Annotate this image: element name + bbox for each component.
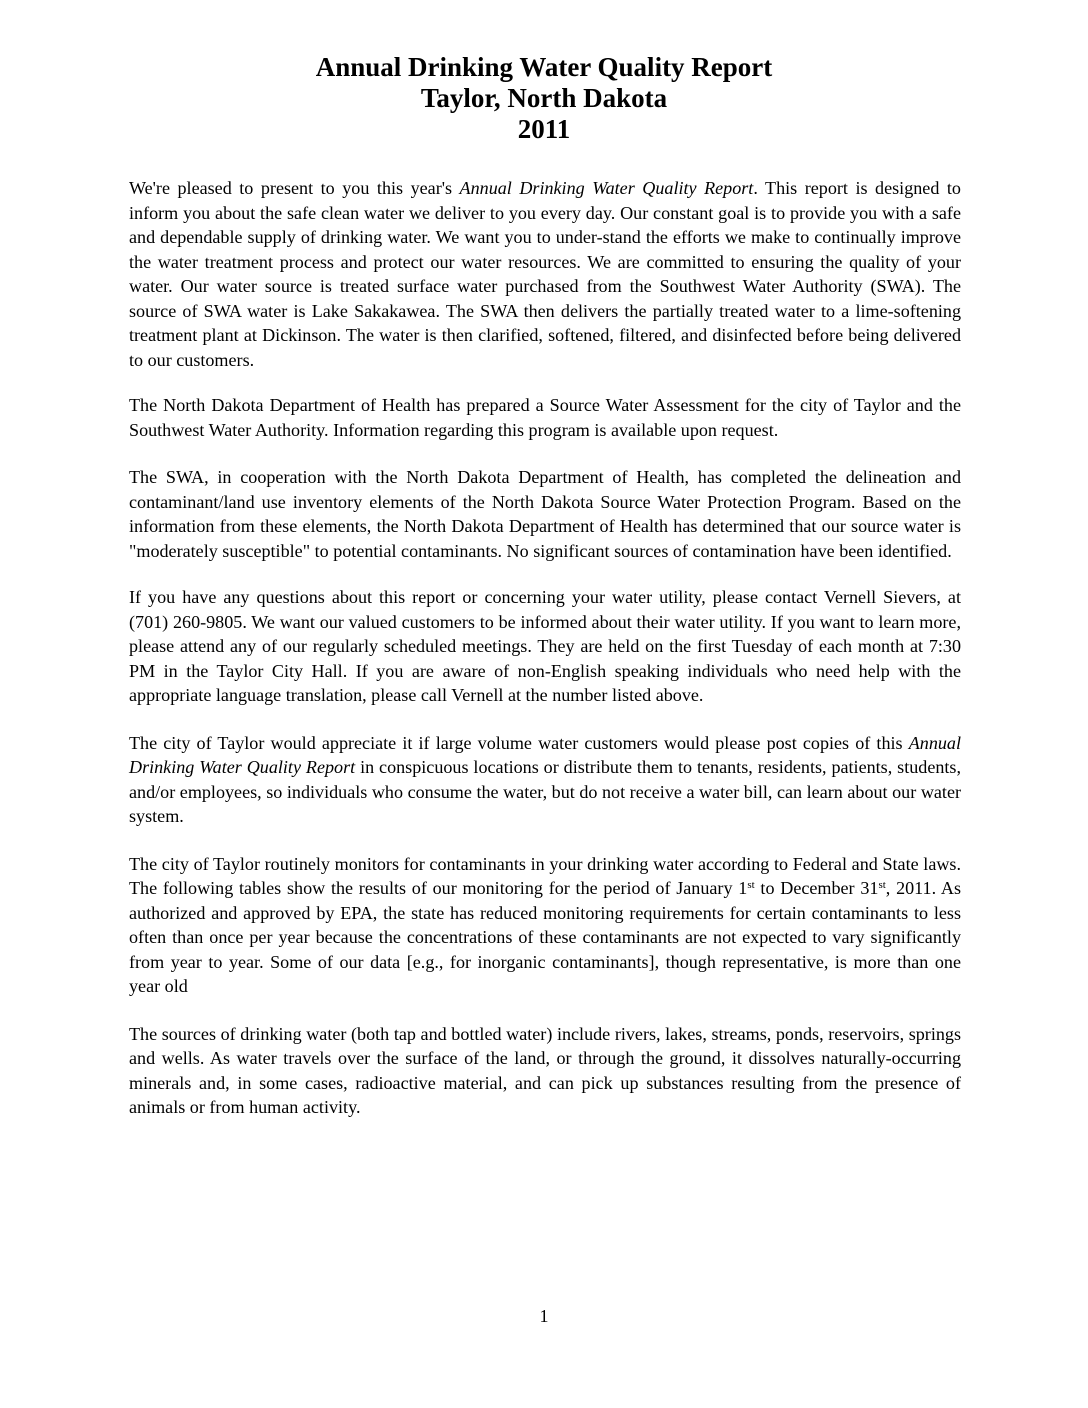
paragraph-post-copies bbox=[129, 731, 961, 829]
paragraph-drinking-water-sources: The sources of drinking water (both tap and bottled water) include rivers, lakes, streams, ponds, reservoirs, springs and wells. As water travels over the surface of the land, or through the ground, it dissolves naturally-occurring minerals and, in some cases, radioactive material, and can pick up substances resulting from the presence of animals or from human activity. bbox=[129, 1023, 961, 1117]
paragraph-monitoring-text-3: , 2011. As authorized and approved by EPA, the state has reduced monitoring requirements for certain contaminants to less often than once per year because the concentrations of these contaminants are not expected to vary significantly from year to year. Some of our data [e.g., for inorganic contaminants], though representative, is more than one year old bbox=[129, 878, 961, 996]
title-line-2: Taylor, North Dakota bbox=[420, 83, 668, 113]
paragraph-monitoring-text-1: The city of Taylor routinely monitors for contaminants in your drinking water according to Federal and State laws. The following tables show the results of our monitoring for the period of January 1 bbox=[129, 853, 961, 898]
paragraph-introduction-text-end: . This report is designed to inform you about the safe clean water we deliver to you every day. Our constant goal is to provide you with a safe and dependable supply of drinking water. We want you to under-stand the efforts we make to continually improve the water treatment process and protect our water resources. We are committed to ensuring the quality of your water. Our water source is treated surface water purchased from the Southwest Water Authority (SWA). The source of SWA water is Lake Sakakawea. The SWA then delivers the partially treated water to a lime-softening treatment plant at Dickinson. The water is then clarified, softened, filtered, and disinfected before being delivered to our customers. bbox=[129, 178, 961, 370]
ordinal-suffix-2: st bbox=[878, 879, 886, 891]
paragraph-post-copies-text-end: in conspicuous locations or distribute them to tenants, residents, patients, students, and/or employees, so individuals who consume the water, but do not receive a water bill, can learn about our water system. bbox=[129, 757, 961, 826]
paragraph-source-water-assessment: The North Dakota Department of Health has prepared a Source Water Assessment for the city of Taylor and the Southwest Water Authority. Information regarding this program is available upon request. bbox=[129, 395, 961, 440]
paragraph-introduction-text-start: We're pleased to present to you this year's bbox=[129, 178, 460, 198]
ordinal-suffix-1: st bbox=[747, 879, 755, 891]
report-name-italic-2: Annual Drinking Water Quality Report bbox=[129, 732, 961, 777]
report-name-italic: Annual Drinking Water Quality Report bbox=[459, 178, 754, 198]
title-line-1: Annual Drinking Water Quality Report bbox=[315, 52, 773, 82]
page-number: 1 bbox=[539, 1306, 549, 1326]
paragraph-monitoring-text-2: to December 31 bbox=[754, 878, 879, 898]
paragraph-monitoring bbox=[129, 852, 961, 999]
title-line-3: 2011 bbox=[517, 114, 571, 144]
paragraph-contact-info: If you have any questions about this report or concerning your water utility, please contact Vernell Sievers, at (701) 260-9805. We want our valued customers to be informed about their water utility. If you want to learn more, please attend any of our regularly scheduled meetings. They are held on the first Tuesday of each month at 7:30 PM in the Taylor City Hall. If you are aware of non-English speaking individuals who need help with the appropriate language translation, please call Vernell at the number listed above. bbox=[129, 587, 961, 705]
paragraph-susceptibility: The SWA, in cooperation with the North Dakota Department of Health, has completed the delineation and contaminant/land use inventory elements of the North Dakota Source Water Protection Program. Based on the information from these elements, the North Dakota Department of Health has determined that our source water is "moderately susceptible" to potential contaminants. No significant sources of contamination have been identified. bbox=[129, 467, 961, 561]
paragraph-introduction bbox=[129, 176, 961, 372]
report-title bbox=[0, 52, 1088, 145]
report-body bbox=[129, 176, 961, 1144]
paragraph-post-copies-text-start: The city of Taylor would appreciate it if large volume water customers would please post copies of this bbox=[129, 732, 909, 753]
